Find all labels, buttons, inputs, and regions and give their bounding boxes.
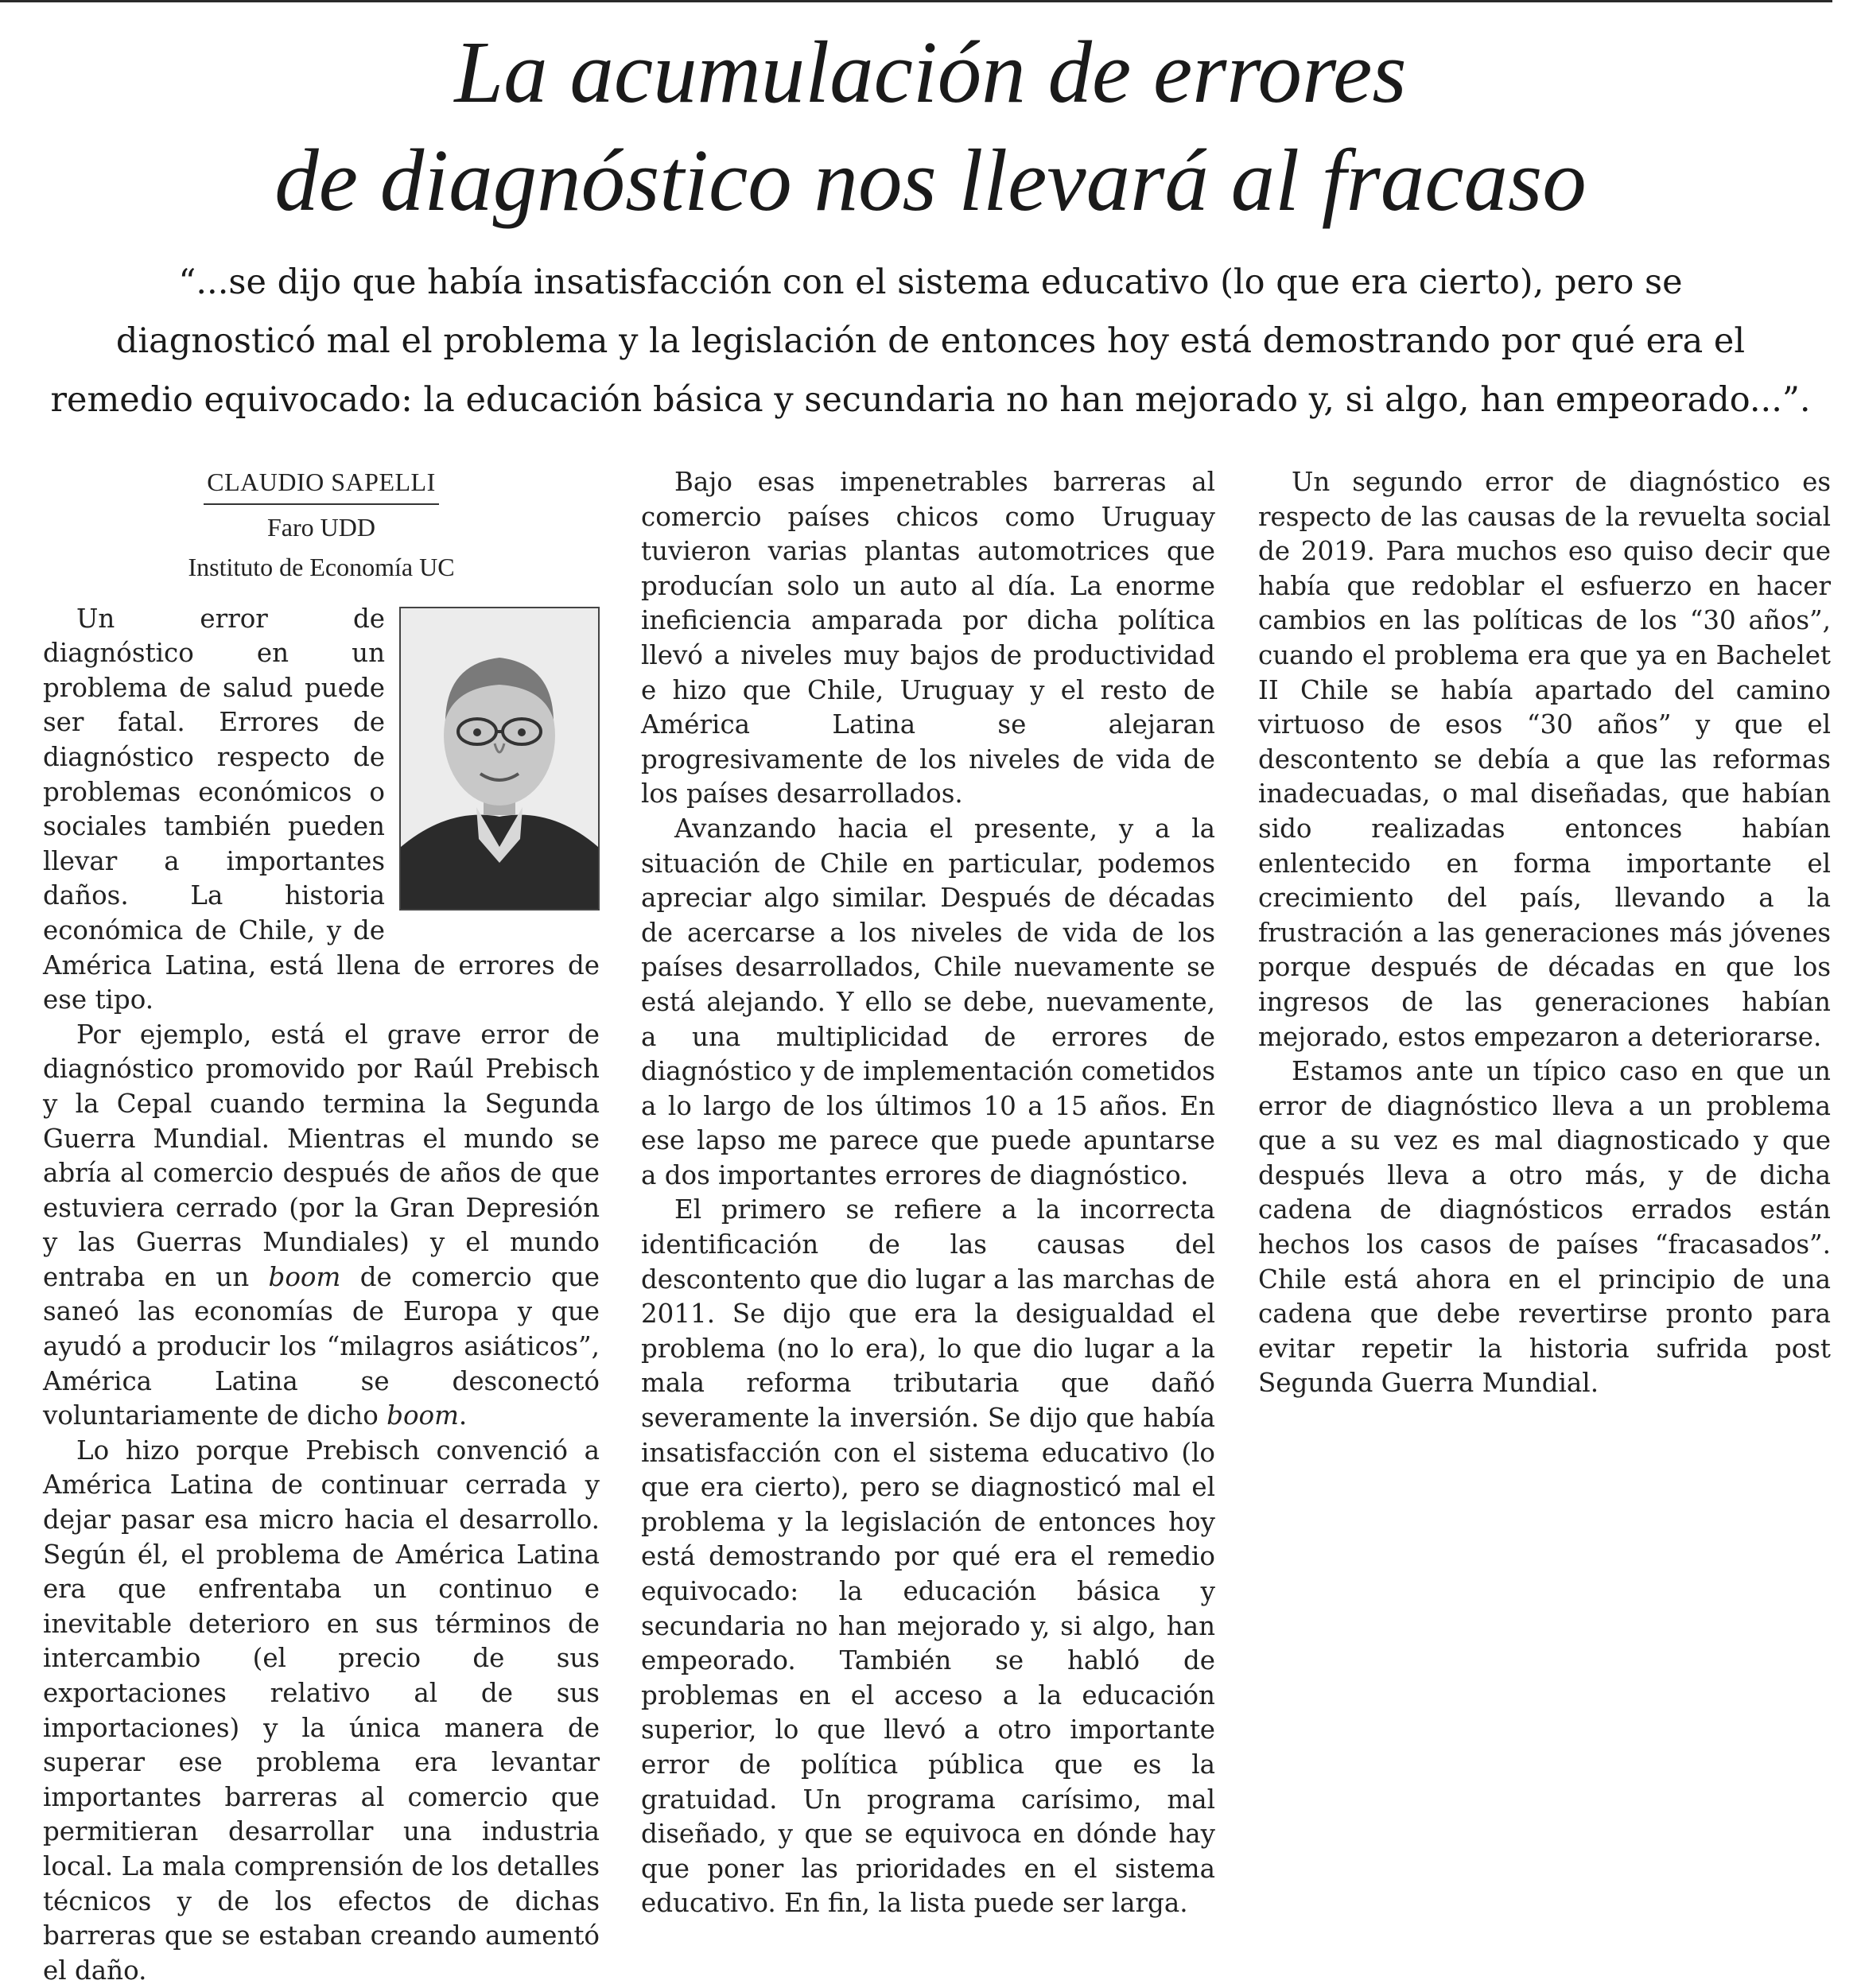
pull-quote-line-2: diagnosticó mal el problema y la legislación de entonces hoy está demostrando por qué era el bbox=[115, 321, 1746, 361]
paragraph-4: Bajo esas impenetrables barreras al comercio países chicos como Uruguay tuvieron varias plantas automotrices que producían solo un auto al día. La enorme ineficiencia amparada por dicha política llevó a niveles muy bajos de productividad e hizo que Chile, Uruguay y el resto de América Latina se alejaran progresivamente de los niveles de vida de los países desarrollados. bbox=[641, 467, 1215, 810]
paragraph-6: El primero se refiere a la incorrecta identificación de las causas del descontento que dio lugar a las marchas de 2011. Se dijo que era la desigualdad el problema (no lo era), lo que dio lugar a la mala reforma tributaria que dañó severamente la inversión. Se dijo que había insatisfacción con el sistema educativo (lo que era cierto), pero se diagnosticó mal el problema y la legislación de entonces hoy está demostrando por qué era el remedio equivocado: la educación básica y secundaria no han mejorado y, si algo, han empeorado. También se habló de problemas en el acceso a la educación superior, lo que llevó a otro importante error de política pública que es la gratuidad. Un programa carísimo, mal diseñado, y que se equivoca en dónde hay que poner las prioridades en el sistema educativo. En fin, la lista puede ser larga. bbox=[641, 1194, 1215, 1919]
article-column-3 bbox=[1258, 465, 1831, 1401]
paragraph-2-text-c: . bbox=[458, 1400, 468, 1431]
paragraph-1-text: Un error de diagnóstico en un problema de salud puede ser fatal. Errores de diagnóstico respecto de problemas económicos o sociales también pueden llevar a importantes daños. La historia económica de Chile, y de América Latina, está llena de errores de ese tipo. bbox=[43, 603, 600, 1015]
author-name: CLAUDIO SAPELLI bbox=[204, 465, 438, 505]
author-photo bbox=[399, 607, 600, 911]
paragraph-7: Un segundo error de diagnóstico es respecto de las causas de la revuelta social de 2019. Para muchos eso quiso decir que había que redoblar el esfuerzo en hacer cambios en las políticas de los “30 años”, cuando el problema era que ya en Bachelet II Chile se había apartado del camino virtuoso de esos “30 años” y que el descontento se debía a que las reformas inadecuadas, o mal diseñadas, que habían sido realizadas entonces habían enlentecido en forma importante el crecimiento del país, llevando a la frustración a las generaciones más jóvenes porque después de décadas en que los ingresos de las generaciones habían mejorado, estos empezaron a deteriorarse. bbox=[1258, 467, 1831, 1052]
paragraph-2-boom-2: boom bbox=[387, 1400, 459, 1431]
headline bbox=[0, 19, 1861, 235]
headline-line-1: La acumulación de errores bbox=[454, 24, 1407, 122]
article-column-1 bbox=[43, 465, 600, 1988]
byline bbox=[43, 465, 600, 584]
affiliation-2: Instituto de Economía UC bbox=[188, 552, 455, 581]
pull-quote bbox=[32, 253, 1829, 429]
article-column-2 bbox=[641, 465, 1215, 1921]
paragraph-2-text-a: Por ejemplo, está el grave error de diagnóstico promovido por Raúl Prebisch y la Cepal cuando termina la Segunda Guerra Mundial. Mientras el mundo se abría al comercio después de años de que estuviera cerrado (por la Gran Depresión y las Guerras Mundiales) y el mundo entraba en un bbox=[43, 1019, 600, 1292]
paragraph-5: Avanzando hacia el presente, y a la situación de Chile en particular, podemos apreciar algo similar. Después de décadas de acercarse a los niveles de vida de los países desarrollados, Chile nuevamente se está alejando. Y ello se debe, nuevamente, a una multiplicidad de errores de diagnóstico y de implementación cometidos a lo largo de los últimos 10 a 15 años. En ese lapso me parece que puede apuntarse a dos importantes errores de diagnóstico. bbox=[641, 813, 1215, 1190]
headline-line-2: de diagnóstico nos llevará al fracaso bbox=[274, 132, 1587, 230]
paragraph-2-boom-1: boom bbox=[268, 1261, 341, 1292]
pull-quote-line-3: remedio equivocado: la educación básica y secundaria no han mejorado y, si algo, han empeorado...”. bbox=[50, 380, 1811, 420]
paragraph-2-text-b: de comercio que saneó las economías de Europa y que ayudó a producir los “milagros asiáticos”, América Latina se desconectó voluntariamente de dicho bbox=[43, 1261, 600, 1431]
affiliation-1: Faro UDD bbox=[267, 512, 375, 542]
paragraph-3: Lo hizo porque Prebisch convenció a América Latina de continuar cerrada y dejar pasar esa micro hacia el desarrollo. Según él, el problema de América Latina era que enfrentaba un continuo e inevitable deterioro en sus términos de intercambio (el precio de sus exportaciones relativo al de sus importaciones) y la única manera de superar ese problema era levantar importantes barreras al comercio que permitieran desarrollar una industria local. La mala comprensión de los detalles técnicos y de los efectos de dichas barreras que se estaban creando aumentó el daño. bbox=[43, 1435, 600, 1986]
top-rule bbox=[0, 0, 1832, 2]
pull-quote-line-1: “...se dijo que había insatisfacción con el sistema educativo (lo que era cierto), pero se bbox=[178, 262, 1683, 302]
paragraph-1-start bbox=[43, 602, 600, 1018]
paragraph-8: Estamos ante un típico caso en que un error de diagnóstico lleva a un problema que a su vez es mal diagnosticado y que después lleva a otro más, y de dicha cadena de diagnósticos errados están hechos los casos de países “fracasados”. Chile está ahora en el principio de una cadena que debe revertirse pronto para evitar repetir la historia sufrida post Segunda Guerra Mundial. bbox=[1258, 1056, 1831, 1399]
paragraph-2 bbox=[43, 1018, 600, 1434]
